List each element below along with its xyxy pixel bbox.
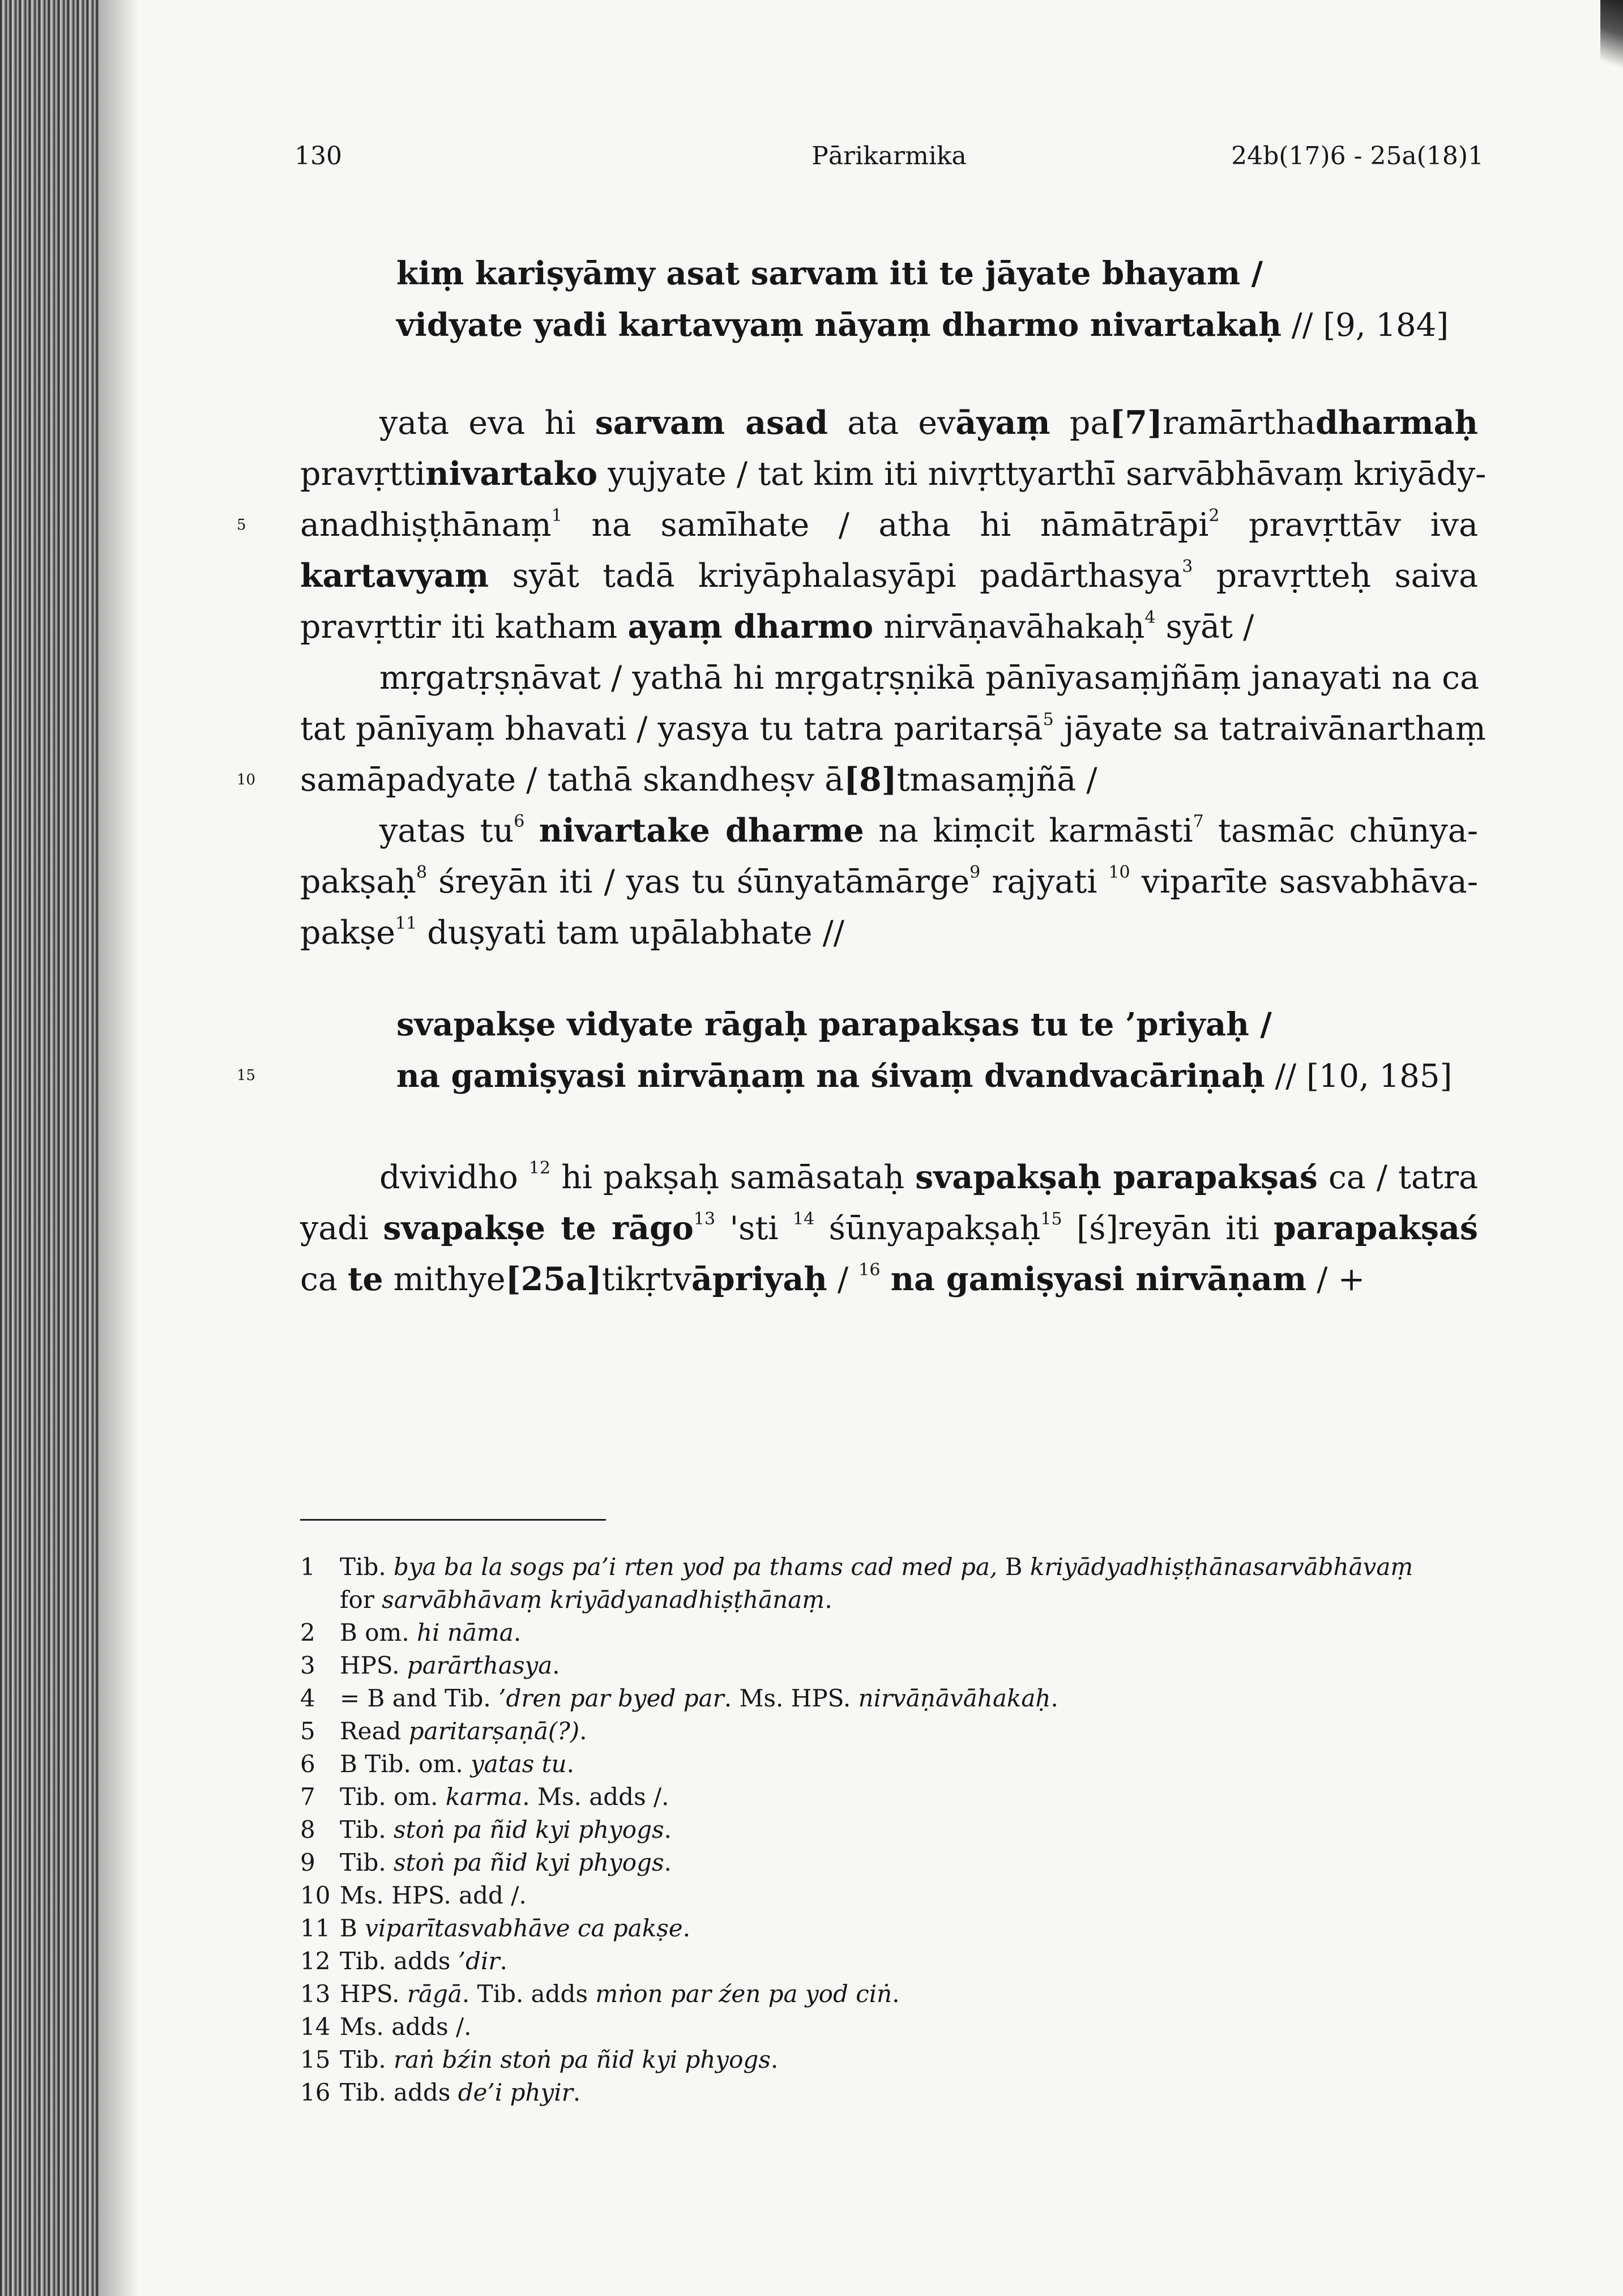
footnote-siglum: Tib. adds [340, 2079, 458, 2106]
footnote-reading: parārthasya [407, 1651, 553, 1679]
footnote-reading: kriyādyadhiṣṭhānasarvābhāvaṃ [1030, 1553, 1413, 1581]
footnote-text [340, 1813, 672, 1846]
footnote-10 [300, 1879, 1489, 1912]
footnote-siglum: HPS. [340, 1980, 407, 2008]
footnote-text [340, 1551, 1413, 1584]
footnote-number: 10 [300, 1881, 331, 1909]
footnote-text [340, 1715, 587, 1748]
footnote-reading: hi nāma [417, 1619, 514, 1646]
footnote-reading: raṅ bźin stoṅ pa ñid kyi phyogs [394, 2046, 771, 2073]
footnote-siglum: = B and Tib. [340, 1684, 499, 1712]
footnote-siglum: . Ms. adds /. [522, 1783, 669, 1811]
footnote-number: 7 [300, 1783, 315, 1811]
footnote-text [340, 1879, 527, 1912]
footnote-siglum: . Ms. HPS. [724, 1684, 859, 1712]
line-number: 15 [237, 1067, 256, 1084]
line-number: 5 [237, 517, 246, 534]
footnote-reading: yatas tu [471, 1750, 567, 1778]
footnote-siglum: . [664, 1849, 672, 1876]
footnote-reading: stoṅ pa ñid kyi phyogs [394, 1849, 664, 1876]
text-line: pravṛttinivartako yujyate / tat kim iti nivṛttyarthī sarvābhāvaṃ kriyādy- [300, 455, 1487, 493]
text-line: mṛgatṛṣṇāvat / yathā hi mṛgatṛṣṇikā pānīyasaṃjñāṃ janayati na ca [379, 659, 1480, 697]
verse-line: na gamiṣyasi nirvāṇaṃ na śivaṃ dvandvacāriṇaḥ // [10, 185] [396, 1057, 1453, 1095]
footnote-siglum: Tib. adds [340, 1947, 458, 1975]
footnote-3 [300, 1649, 1489, 1682]
footnote-siglum: . [770, 2046, 779, 2073]
footnote-number: 8 [300, 1816, 315, 1843]
footnote-text [340, 1912, 690, 1945]
footnote-text [340, 1846, 672, 1879]
footnote-text [340, 1945, 507, 1978]
footnote-text [340, 2076, 580, 2109]
line-number: 10 [237, 771, 256, 788]
footnote-reading: karma [445, 1783, 523, 1811]
text-line: dvividho $^{12}$ hi pakṣaḥ samāsataḥ svapakṣaḥ parapakṣaś ca / tatra [379, 1158, 1478, 1196]
scan-corner-shadow [1600, 0, 1623, 91]
commentary-paragraph-2 [300, 652, 1486, 805]
commentary-paragraph-3 [300, 805, 1478, 958]
footnote-siglum: B om. [340, 1619, 417, 1646]
footnote-15 [300, 2043, 1489, 2076]
footnote-7 [300, 1781, 1489, 1813]
footnote-text [300, 1584, 832, 1616]
footnotes [300, 1551, 1489, 2109]
footnote-reading: de’i phyir [458, 2079, 573, 2106]
running-title: Pārikarmika [812, 142, 967, 170]
footnote-number: 13 [300, 1980, 331, 2008]
text-line: yadi svapakṣe te rāgo$^{13}$ 'sti $^{14}$ śūnyapakṣaḥ$^{15}$ [ś]reyān iti parapakṣaś [300, 1209, 1479, 1247]
text-line: yatas $tu^6$ nivartake dharme na kiṃcit karmāsti$^7$ tasmāc chūnya- [379, 812, 1478, 850]
footnote-siglum: . [1050, 1684, 1058, 1712]
footnote-siglum: Tib. [340, 1816, 394, 1843]
footnote-reading: stoṅ pa ñid kyi phyogs [394, 1816, 664, 1843]
footnote-reading: bya ba la sogs pa’i rten yod pa thams cad med pa, [394, 1553, 998, 1581]
footnote-siglum: . [682, 1914, 691, 1942]
footnote-12 [300, 1945, 1489, 1978]
text-line: anadhiṣṭhānaṃ$^1$ na samīhate / atha hi nāmātrāpi$^2$ pravṛttāv iva [300, 506, 1478, 544]
verse-line: vidyate yadi kartavyaṃ nāyaṃ dharmo nivartakaḥ // [9, 184] [396, 306, 1449, 344]
footnote-siglum: . [552, 1651, 560, 1679]
footnote-siglum: Tib. om. [340, 1783, 446, 1811]
footnote-6 [300, 1748, 1489, 1781]
page-number: 130 [294, 142, 342, 170]
verse-line: kiṃ kariṣyāmy asat sarvam iti te jāyate bhayam / [396, 255, 1263, 292]
text-line: samāpadyate / tathā skandheṣv ā[8]tmasaṃjñā / [300, 761, 1097, 799]
footnote-siglum: B [997, 1553, 1030, 1581]
footnote-text [340, 1978, 900, 2011]
footnote-siglum: Read [340, 1717, 409, 1745]
footnote-reading: rāgā [407, 1980, 462, 2008]
footnote-rule [300, 1519, 606, 1521]
footnote-9 [300, 1846, 1489, 1879]
footnote-16 [300, 2076, 1489, 2109]
footnote-number: 11 [300, 1914, 331, 1942]
footnote-siglum: Ms. adds /. [340, 2013, 472, 2041]
text-line: tat pānīyaṃ bhavati / yasya tu tatra paritarṣā$^5$ jāyate sa tatraivānarthaṃ [300, 710, 1486, 748]
verse-line: svapakṣe vidyate rāgaḥ parapakṣas tu te ’priyaḥ / [396, 1006, 1272, 1043]
footnote-reading: paritarṣaṇā(?) [408, 1717, 580, 1745]
footnote-text [340, 2043, 778, 2076]
footnote-siglum: for [340, 1586, 382, 1614]
footnote-number: 5 [300, 1717, 315, 1745]
footnote-siglum: B Tib. om. [340, 1750, 471, 1778]
book-gutter [0, 0, 99, 2296]
footnote-reading: mṅon par źen pa yod ciṅ [595, 1980, 892, 2008]
footnote-siglum: . [499, 1947, 507, 1975]
text-line: pravṛttir iti katham ayaṃ dharmo nirvāṇavāhakaḥ$^4$ syāt / [300, 608, 1254, 646]
footnote-11 [300, 1912, 1489, 1945]
footnote-4 [300, 1682, 1489, 1715]
footnote-number: 16 [300, 2079, 331, 2106]
footnote-number: 6 [300, 1750, 315, 1778]
footnote-siglum: . [573, 2079, 581, 2106]
footnote-siglum: Ms. HPS. add /. [340, 1881, 527, 1909]
footnote-siglum: . [513, 1619, 522, 1646]
footnote-siglum: . [579, 1717, 587, 1745]
footnote-1 [300, 1551, 1489, 1584]
footnote-siglum: Tib. [340, 2046, 394, 2073]
folio-reference: 24b(17)6 - 25a(18)1 [1231, 142, 1484, 170]
footnote-siglum: Tib. [340, 1553, 394, 1581]
footnote-reading: ’dir [458, 1947, 500, 1975]
footnote-number: 4 [300, 1684, 315, 1712]
footnote-reading: nirvāṇāvāhakaḥ [858, 1684, 1051, 1712]
footnote-reading: viparītasvabhāve ca pakṣe [365, 1914, 683, 1942]
footnote-5 [300, 1715, 1489, 1748]
commentary-paragraph-1 [300, 398, 1487, 652]
text-line: ca te mithye[25a]tikṛtvāpriyaḥ / $^{16}$ na gamiṣyasi nirvāṇam / + [300, 1260, 1365, 1298]
footnote-siglum: . [664, 1816, 672, 1843]
footnote-siglum: B [340, 1914, 365, 1942]
footnote-siglum: . Tib. adds [462, 1980, 596, 2008]
footnote-8 [300, 1813, 1489, 1846]
footnote-siglum: . [892, 1980, 900, 2008]
verse-9 [396, 248, 1449, 351]
text-line: yata eva hi sarvam asad ata evāyaṃ pa[7]ramārthadharmaḥ [379, 404, 1478, 442]
footnote-siglum: Tib. [340, 1849, 394, 1876]
verse-10 [396, 999, 1452, 1102]
commentary-paragraph-4 [300, 1152, 1478, 1305]
footnote-number: 15 [300, 2046, 331, 2073]
footnote-reading: sarvābhāvaṃ kriyādyanadhiṣṭhānaṃ [382, 1586, 825, 1614]
footnote-text [340, 1649, 560, 1682]
footnote-siglum: . [825, 1586, 832, 1614]
footnote-text [340, 1682, 1058, 1715]
footnote-text [340, 1748, 574, 1781]
footnote-text [340, 1781, 669, 1813]
text-line: pakṣe$^{11}$ duṣyati tam upālabhate // [300, 914, 844, 951]
footnote-number: 3 [300, 1651, 315, 1679]
footnote-1-continued [300, 1584, 1489, 1616]
footnote-number: 12 [300, 1947, 331, 1975]
footnote-siglum: . [566, 1750, 574, 1778]
footnote-siglum: HPS. [340, 1651, 407, 1679]
footnote-number: 9 [300, 1849, 315, 1876]
running-header [294, 142, 1484, 176]
footnote-number: 1 [300, 1553, 315, 1581]
footnote-reading: ’dren par byed par [498, 1684, 724, 1712]
text-line: kartavyaṃ syāt tadā kriyāphalasyāpi padārthasya$^3$ pravṛtteḥ saiva [300, 557, 1478, 595]
footnote-13 [300, 1978, 1489, 2011]
footnote-number: 2 [300, 1619, 315, 1646]
footnote-14 [300, 2011, 1489, 2043]
text-line: pakṣaḥ$^8$ śreyān iti / yas tu śūnyatāmārge$^9$ rajyati $^{10}$ viparīte sasvabhāva- [300, 863, 1478, 901]
gutter-shadow [99, 0, 139, 2296]
footnote-text [340, 2011, 471, 2043]
footnote-2 [300, 1616, 1489, 1649]
footnote-text [340, 1616, 521, 1649]
footnote-number: 14 [300, 2013, 331, 2041]
